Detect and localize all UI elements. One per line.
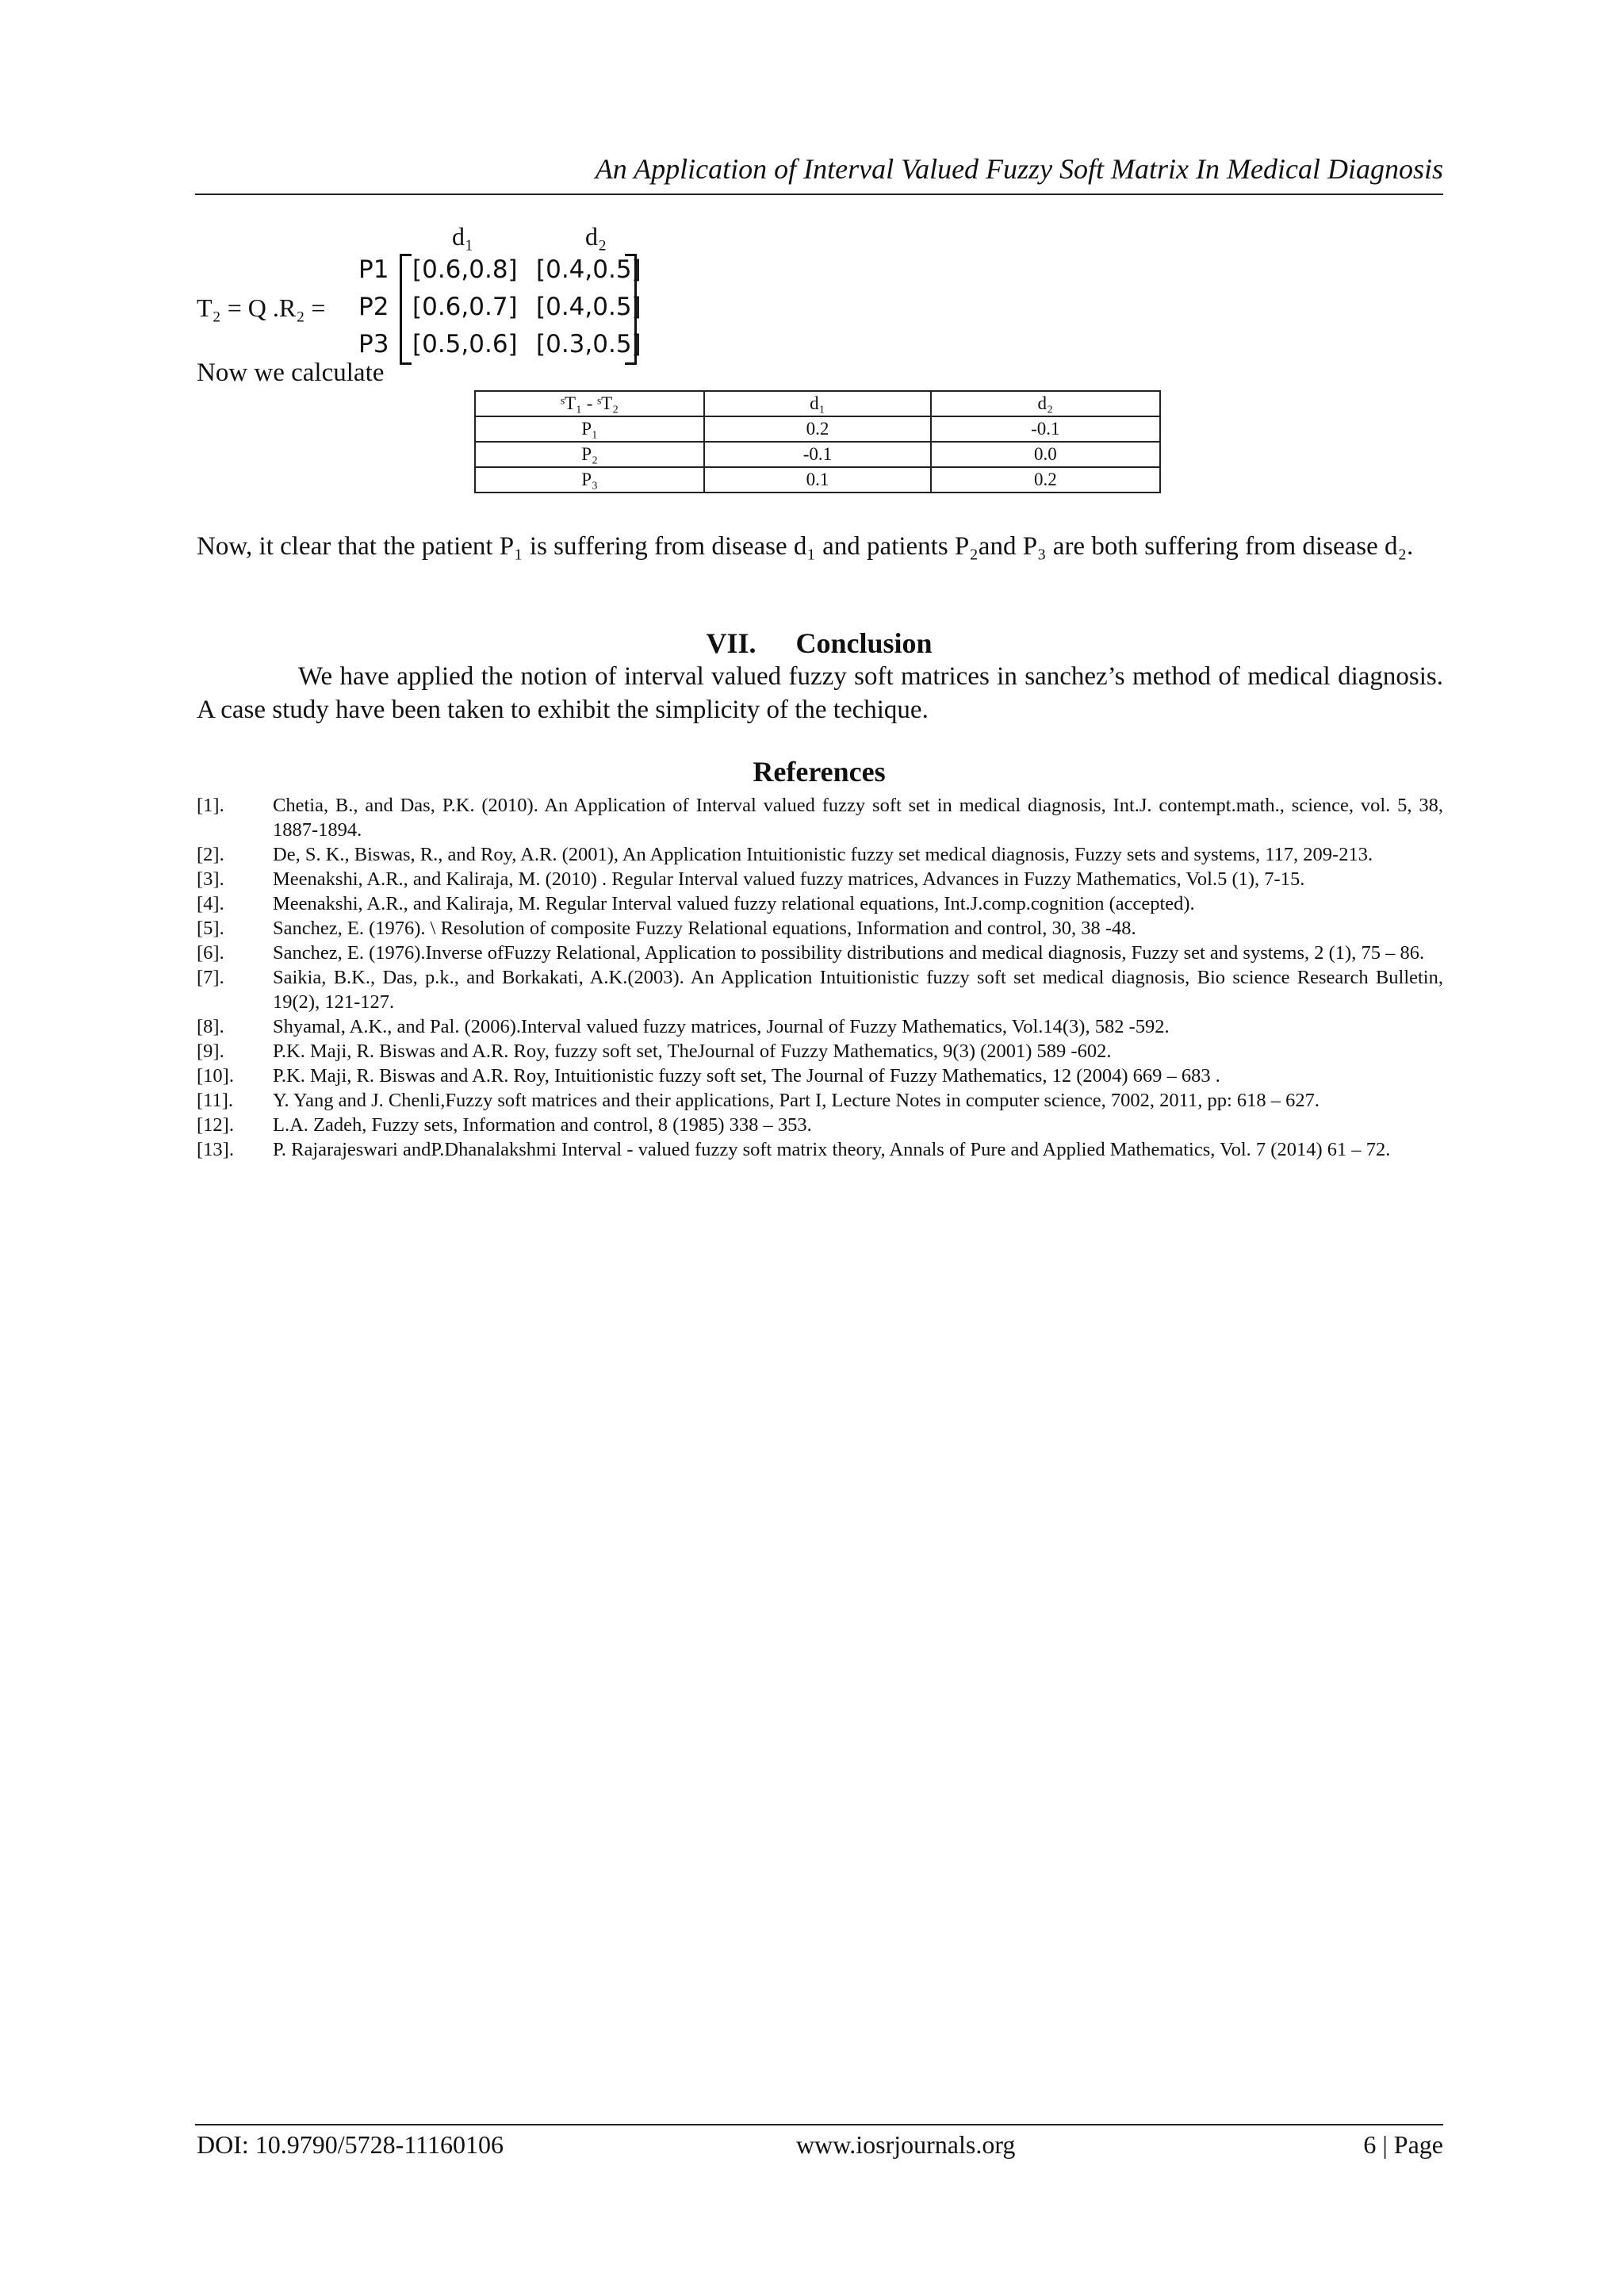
matrix-equation — [197, 222, 752, 365]
reference-item — [197, 965, 1443, 1014]
table-cell: -0.1 — [931, 416, 1160, 442]
footer-rule — [195, 2124, 1443, 2125]
section-number: VII. — [706, 627, 756, 659]
matrix-left-bracket — [400, 254, 412, 365]
reference-item — [197, 793, 1443, 842]
matrix-col-header: d₁ — [452, 222, 474, 251]
result-paragraph: Now, it clear that the patient P₁ is suffering from disease d₁ and patients P₂and P₃ are both suffering from disease d₂. — [197, 532, 1414, 561]
reference-item — [197, 1064, 1443, 1088]
footer-page-number: 6 | Page — [1363, 2130, 1443, 2159]
reference-number: [6]. — [197, 942, 224, 964]
reference-number: [8]. — [197, 1016, 224, 1037]
table-row — [475, 442, 1160, 467]
reference-text: De, S. K., Biswas, R., and Roy, A.R. (2001), An Application Intuitionistic fuzzy set medical diagnosis, Fuzzy sets and systems, 117, 209-213. — [273, 844, 1373, 865]
references-list — [197, 793, 1443, 1162]
reference-text: P. Rajarajeswari andP.Dhanalakshmi Interval - valued fuzzy soft matrix theory, Annals of Pure and Applied Mathematics, Vol. 7 (2014) 61 – 72. — [273, 1139, 1391, 1160]
reference-number: [12]. — [197, 1114, 234, 1136]
reference-item — [197, 891, 1443, 916]
reference-text: Shyamal, A.K., and Pal. (2006).Interval valued fuzzy matrices, Journal of Fuzzy Mathematics, Vol.14(3), 582 -592. — [273, 1016, 1170, 1037]
footer-doi: DOI: 10.9790/5728-11160106 — [197, 2130, 504, 2159]
reference-item — [197, 1039, 1443, 1064]
difference-table — [474, 390, 1161, 493]
matrix-cell: [0.6,0.8] — [412, 255, 518, 284]
table-cell: P₁ — [475, 416, 704, 442]
matrix-cell: [0.4,0.5] — [536, 255, 642, 284]
matrix-cell: [0.5,0.6] — [412, 330, 518, 358]
reference-item — [197, 867, 1443, 891]
table-header-cell: d₂ — [931, 391, 1160, 416]
reference-text: P.K. Maji, R. Biswas and A.R. Roy, Intuitionistic fuzzy soft set, The Journal of Fuzzy Mathematics, 12 (2004) 669 – 683 . — [273, 1065, 1220, 1087]
table-cell: 0.1 — [704, 467, 930, 493]
reference-text: Saikia, B.K., Das, p.k., and Borkakati, A.K.(2003). An Application Intuitionistic fuzzy soft set medical diagnosis, Bio science Research Bulletin, 19(2), 121-127. — [273, 967, 1443, 1013]
reference-number: [2]. — [197, 844, 224, 865]
matrix-cell: [0.6,0.7] — [412, 293, 518, 321]
references-title: References — [753, 756, 886, 788]
reference-text: Y. Yang and J. Chenli,Fuzzy soft matrices and their applications, Part I, Lecture Notes in computer science, 7002, 2011, pp: 618 – 627. — [273, 1090, 1320, 1111]
reference-item — [197, 1014, 1443, 1039]
reference-number: [5]. — [197, 918, 224, 939]
table-cell: P₂ — [475, 442, 704, 467]
table-cell: -0.1 — [704, 442, 930, 467]
reference-number: [10]. — [197, 1065, 234, 1087]
matrix-row-label: P1 — [358, 255, 389, 284]
matrix-row-label: P3 — [358, 330, 389, 358]
reference-text: P.K. Maji, R. Biswas and A.R. Roy, fuzzy soft set, TheJournal of Fuzzy Mathematics, 9(3) (2001) 589 -602. — [273, 1041, 1112, 1062]
reference-text: Meenakshi, A.R., and Kaliraja, M. (2010) . Regular Interval valued fuzzy matrices, Advances in Fuzzy Mathematics, Vol.5 (1), 7-15. — [273, 868, 1305, 890]
table-row — [475, 416, 1160, 442]
reference-item — [197, 1137, 1443, 1162]
reference-item — [197, 941, 1443, 965]
conclusion-paragraph: We have applied the notion of interval valued fuzzy soft matrices in sanchez’s method of medical diagnosis. A case study have been taken to exhibit the simplicity of the techique. — [197, 662, 1443, 724]
footer-website: www.iosrjournals.org — [796, 2130, 1016, 2159]
reference-number: [13]. — [197, 1139, 234, 1160]
reference-number: [9]. — [197, 1041, 224, 1062]
table-row — [475, 467, 1160, 493]
matrix-cell: [0.3,0.5] — [536, 330, 642, 358]
reference-item — [197, 1088, 1443, 1113]
header-rule — [195, 194, 1443, 195]
table-header-row — [475, 391, 1160, 416]
table-cell: 0.2 — [704, 416, 930, 442]
section-title-conclusion — [195, 627, 1443, 660]
reference-item — [197, 1113, 1443, 1137]
reference-text: Sanchez, E. (1976). \ Resolution of composite Fuzzy Relational equations, Information and control, 30, 38 -48. — [273, 918, 1136, 939]
reference-number: [7]. — [197, 967, 224, 988]
running-header: An Application of Interval Valued Fuzzy Soft Matrix In Medical Diagnosis — [595, 153, 1443, 185]
matrix-col-header: d₂ — [585, 222, 607, 251]
table-header-cell: ˢT₁ - ˢT₂ — [475, 391, 704, 416]
reference-text: Sanchez, E. (1976).Inverse ofFuzzy Relational, Application to possibility distributions and medical diagnosis, Fuzzy set and systems, 2 (1), 75 – 86. — [273, 942, 1425, 964]
reference-item — [197, 842, 1443, 867]
table-header-cell: d₁ — [704, 391, 930, 416]
table-cell: 0.2 — [931, 467, 1160, 493]
table-cell: 0.0 — [931, 442, 1160, 467]
reference-number: [3]. — [197, 868, 224, 890]
reference-text: Chetia, B., and Das, P.K. (2010). An Application of Interval valued fuzzy soft set in medical diagnosis, Int.J. contempt.math., science, vol. 5, 38, 1887-1894. — [273, 795, 1443, 841]
reference-text: Meenakshi, A.R., and Kaliraja, M. Regular Interval valued fuzzy relational equations, Int.J.comp.cognition (accepted). — [273, 893, 1195, 914]
table-cell: P₃ — [475, 467, 704, 493]
matrix-lhs: T₂ = Q .R₂ = — [197, 293, 326, 322]
reference-number: [1]. — [197, 795, 224, 816]
reference-number: [4]. — [197, 893, 224, 914]
matrix-row-label: P2 — [358, 293, 389, 321]
reference-item — [197, 916, 1443, 941]
reference-number: [11]. — [197, 1090, 234, 1111]
section-title-text: Conclusion — [795, 627, 933, 659]
reference-text: L.A. Zadeh, Fuzzy sets, Information and control, 8 (1985) 338 – 353. — [273, 1114, 812, 1136]
now-calculate-text: Now we calculate — [197, 358, 385, 387]
matrix-cell: [0.4,0.5] — [536, 293, 642, 321]
